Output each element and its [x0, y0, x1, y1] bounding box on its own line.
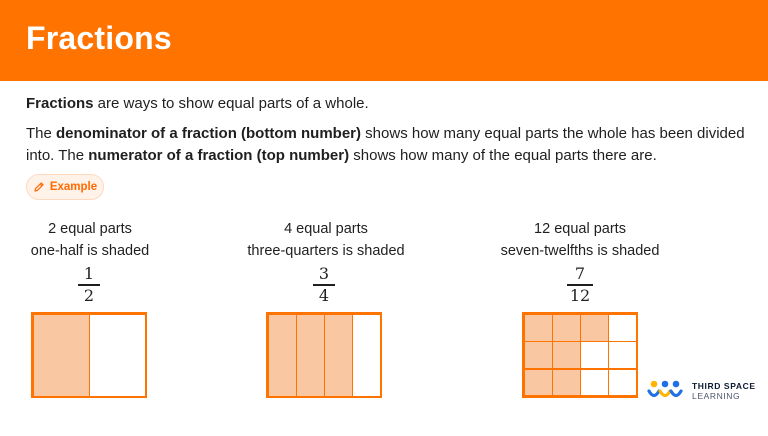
- intro-text-1: are ways to show equal parts of a whole.: [93, 95, 369, 112]
- example-three-quarters: [234, 218, 418, 262]
- unshaded-part: [608, 369, 637, 397]
- parts-label: 2 equal parts: [48, 221, 132, 237]
- logo-line-2: LEARNING: [692, 391, 741, 401]
- unshaded-part: [608, 314, 637, 342]
- shaded-part: [296, 314, 325, 397]
- intro-paragraph-2: [26, 123, 746, 167]
- shaded-label: seven-twelfths is shaded: [500, 243, 660, 259]
- shaded-part: [552, 314, 581, 342]
- intro-text: [26, 93, 746, 175]
- shaded-part: [580, 314, 609, 342]
- denominator: 12: [569, 285, 591, 305]
- example-seven-twelfths: [490, 218, 670, 262]
- fraction-three-quarters: [313, 265, 335, 305]
- header-banner: [0, 0, 768, 81]
- shaded-part: [524, 341, 553, 369]
- parts-label: 12 equal parts: [534, 221, 626, 237]
- pencil-icon: [33, 181, 45, 193]
- shaded-part: [268, 314, 297, 397]
- shaded-label: three-quarters is shaded: [247, 243, 405, 259]
- unshaded-part: [89, 314, 146, 397]
- denominator: 2: [83, 285, 95, 305]
- shaded-part: [552, 341, 581, 369]
- page-title: Fractions: [26, 20, 172, 56]
- example-label: Example: [49, 181, 98, 193]
- shaded-label: one-half is shaded: [30, 243, 150, 259]
- logo-line-1: THIRD SPACE: [692, 381, 756, 391]
- intro-text-2c: shows how many of the equal parts there are.: [349, 147, 657, 164]
- numerator: 1: [83, 264, 95, 283]
- shaded-part: [324, 314, 353, 397]
- shaded-part: [524, 314, 553, 342]
- third-space-learning-logo: [646, 378, 756, 404]
- denominator: 4: [318, 285, 330, 305]
- example-button[interactable]: [26, 174, 104, 200]
- shaded-part: [33, 314, 90, 397]
- unshaded-part: [580, 369, 609, 397]
- numerator: 7: [574, 264, 586, 283]
- example-half: [15, 218, 165, 262]
- shaded-part: [552, 369, 581, 397]
- intro-text-2b: shows how many equal parts the whole has been divided into. The: [26, 125, 745, 164]
- term-numerator: numerator of a fraction (top number): [88, 147, 350, 164]
- intro-text-2a: The: [26, 125, 57, 142]
- unshaded-part: [352, 314, 381, 397]
- numerator: 3: [318, 264, 330, 283]
- fraction-model-seven-twelfths: [522, 312, 638, 398]
- fraction-model-half: [31, 312, 147, 398]
- fraction-seven-twelfths: [567, 265, 593, 305]
- parts-label: 4 equal parts: [284, 221, 368, 237]
- term-denominator: denominator of a fraction (bottom number): [56, 125, 362, 142]
- logo-icon: [646, 378, 684, 404]
- fraction-model-three-quarters: [266, 312, 382, 398]
- term-fractions: Fractions: [26, 95, 94, 112]
- intro-paragraph-1: [26, 93, 746, 115]
- unshaded-part: [580, 341, 609, 369]
- unshaded-part: [608, 341, 637, 369]
- fraction-half: [78, 265, 100, 305]
- shaded-part: [524, 369, 553, 397]
